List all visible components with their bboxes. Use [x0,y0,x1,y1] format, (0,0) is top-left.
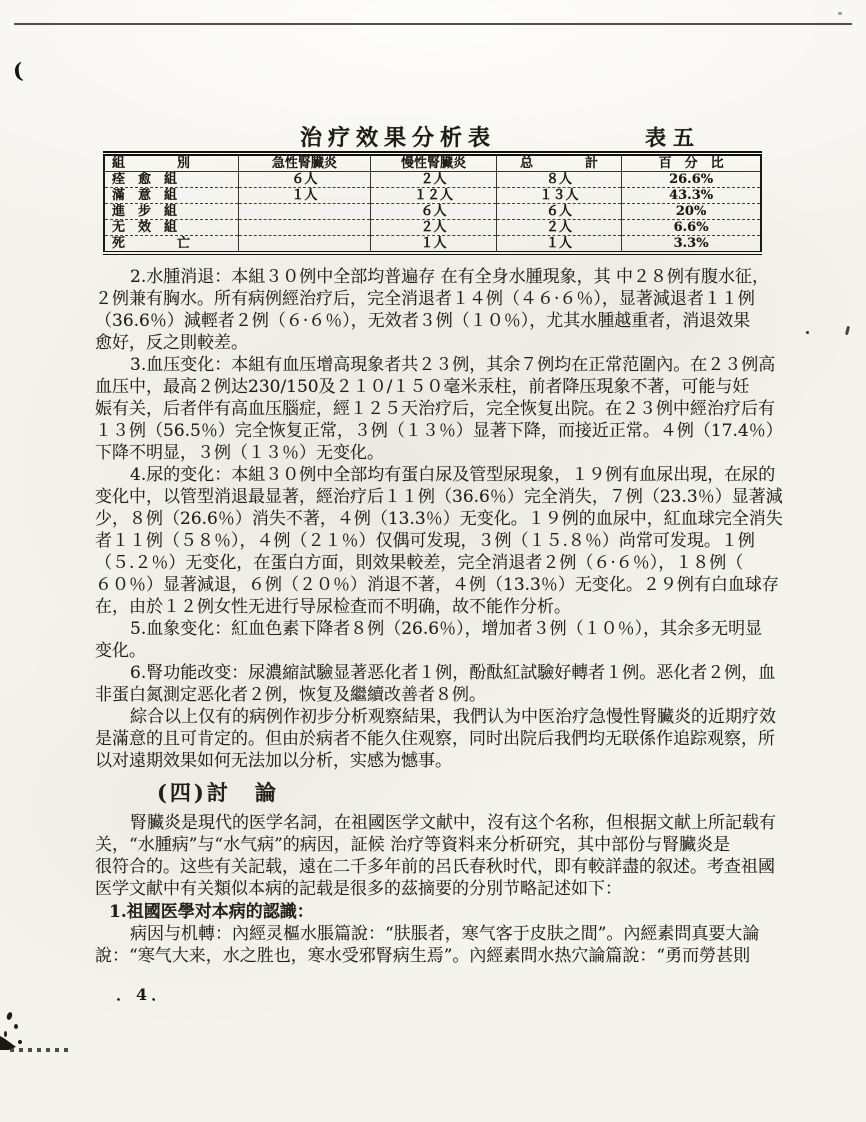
column-header: 組 別 [104,154,238,172]
text-line: １３例（56.5％）完全恢复正常，３例（１３％）显著下降，而接近正常。４例（17.4％） [95,421,783,441]
value-cell: ６人 [496,204,621,220]
text-line: ６０％）显著減退，６例（２０％）消退不著，４例（13.3％）无变化。２９例有白血球存 [95,575,779,595]
text-line: 很符合的。这些有关記载，遠在二千多年前的呂氏春秋时代，即有較詳盡的叙述。考查祖國 [95,857,775,877]
text-line: 2.水腫消退：本組３０例中全部均普遍存 在有全身水腫現象，其 中２８例有腹水征， [130,267,770,287]
row-label-cell: 痊 愈 組 [104,172,238,188]
text-line: 3.血压变化：本組有血压增高現象者共２３例，其余７例均在正常范圍內。在２３例高 [130,355,776,375]
paragraph [95,266,785,354]
row-label-cell: 進 步 組 [104,204,238,220]
value-cell: １人 [371,236,496,254]
table-row [104,188,761,204]
text-line: ２例兼有胸水。所有病例經治疗后，完全消退者１４例（４６·６％），显著減退者１１例 [95,289,755,309]
paragraph [95,812,785,900]
table-row [104,204,761,220]
row-label-cell: 无 效 組 [104,220,238,236]
scan-smudge-artifact [18,1040,22,1044]
paragraph [95,354,785,464]
paragraph [95,706,785,772]
sub-heading [95,901,785,923]
scan-speck-artifact [806,331,809,334]
text-line: 关，“水腫病”与“水气病”的病因，証候 治疗等資料来分析研究，其中部份与腎臟炎是 [95,835,731,855]
value-cell: １２人 [371,188,496,204]
table-row [104,172,761,188]
text-line: 4.尿的变化：本組３０例中全部均有蛋白尿及管型尿現象，１９例有血尿出現，在尿的 [130,465,776,485]
text-line: 血压中，最高２例达230/150及２１０/１５０毫米汞柱，前者降压現象不著，可能与妊 [95,377,750,397]
column-header: 总 計 [496,154,621,172]
column-header: 百 分 比 [622,154,761,172]
value-cell: 43.3% [622,188,761,204]
text-line: 以对遠期效果如何无法加以分析，实感为憾事。 [95,751,452,771]
document-title: 治疗效果分析表 [300,125,497,151]
value-cell [238,236,371,254]
row-label-cell: 死 亡 [104,236,238,254]
text-line: （５.２％）无变化，在蛋白方面，則效果較差，完全消退者２例（６·６％），１８例（ [95,553,744,573]
text-line: (四)討 論 [157,780,279,805]
text-line: 6.腎功能改变：尿濃縮試驗显著恶化者１例，酚酞紅試驗好轉者１例。恶化者２例，血 [130,663,776,683]
paragraph [95,662,785,706]
scan-edge-line-artifact [14,23,852,25]
table-header-row [104,154,761,172]
text-line: 少，８例（26.6％）消失不著，４例（13.3％）无变化。１９例的血尿中，紅血球完全消失 [95,509,783,529]
scan-smudge-artifact [14,1024,18,1029]
text-line: 下降不明显，３例（１３％）无变化。 [95,443,384,463]
text-line: 医学文献中有关類似本病的記载是很多的茲摘要的分別节略記述如下： [95,879,622,899]
text-line: 是滿意的且可肯定的。但由於病者不能久住观察，同时出院后我們均无联係作追踪观察，所 [95,729,775,749]
text-line: 1.祖國医學对本病的認識： [109,902,314,922]
text-line: 在，由於１２例女性无进行导尿检查而不明确，故不能作分析。 [95,597,571,617]
table-number-label: 表五 [645,125,701,150]
value-cell: ６人 [238,172,371,188]
text-line: 病因与机轉：內經灵樞水脹篇說：“肤脹者，寒气客于皮肤之間”。內經素問真要大論 [130,924,760,944]
text-line: 变化。 [95,641,146,661]
value-cell: ２人 [371,220,496,236]
text-line: 非蛋白氮測定恶化者２例，恢复及繼續改善者８例。 [95,685,486,705]
value-cell [238,204,371,220]
scan-smudge-artifact [6,1011,13,1020]
paragraph [95,464,785,618]
column-header: 慢性腎臟炎 [371,154,496,172]
paragraph [95,618,785,662]
text-line: 变化中，以管型消退最显著，經治疗后１１例（36.6％）完全消失，７例（23.3％）显著減 [95,487,783,507]
value-cell: 26.6% [622,172,761,188]
treatment-results-table [103,151,762,255]
value-cell: 6.6% [622,220,761,236]
text-line: （36.6％）減輕者２例（６·６％），无效者３例（１０％），尤其水腫越重者，消退效果 [95,311,751,331]
text-line: 5.血象变化：紅血色素下降者８例（26.6％），增加者３例（１０％），其余多无明显 [130,619,763,639]
scan-smudge-artifact [10,1048,68,1052]
value-cell: ８人 [496,172,621,188]
column-header: 急性腎臟炎 [238,154,371,172]
value-cell: ６人 [371,204,496,220]
value-cell: ２人 [496,220,621,236]
value-cell: 20% [622,204,761,220]
document-body-text [95,266,785,967]
value-cell: １人 [496,236,621,254]
text-line: 者１１例（５８％），４例（２１％）仅偶可发現，３例（１５.８％）尚常可发現。１例 [95,531,755,551]
page-number: ．4． [116,985,172,1004]
text-line: 腎臟炎是現代的医学名詞，在祖國医学文献中，沒有这个名称，但根据文献上所記载有 [130,813,776,833]
value-cell: 3.3% [622,236,761,254]
scan-speck-artifact [845,326,850,335]
text-line: 娠有关，后者伴有高血压腦症，經１２５天治疗后，完全恢复出院。在２３例中經治疗后有 [95,399,775,419]
text-line: 綜合以上仅有的病例作初步分析观察結果，我們认为中医治疗急慢性腎臟炎的近期疗效 [130,707,776,727]
scan-ink-mark-artifact: ( [11,57,25,84]
table-row [104,236,761,254]
text-line: 說：“寒气大来，水之胜也，寒水受邪腎病生焉”。內經素問水热穴論篇說：“勇而勞甚則 [95,946,751,966]
scan-speck-artifact [838,12,842,15]
value-cell: ２人 [371,172,496,188]
text-line: 愈好，反之則較差。 [95,333,248,353]
paragraph [95,923,785,967]
value-cell: １３人 [496,188,621,204]
row-label-cell: 滿 意 組 [104,188,238,204]
table-body [104,172,761,254]
value-cell: １人 [238,188,371,204]
section-heading [157,780,785,806]
value-cell [238,220,371,236]
scan-smudge-artifact [4,1031,7,1037]
table-row [104,220,761,236]
